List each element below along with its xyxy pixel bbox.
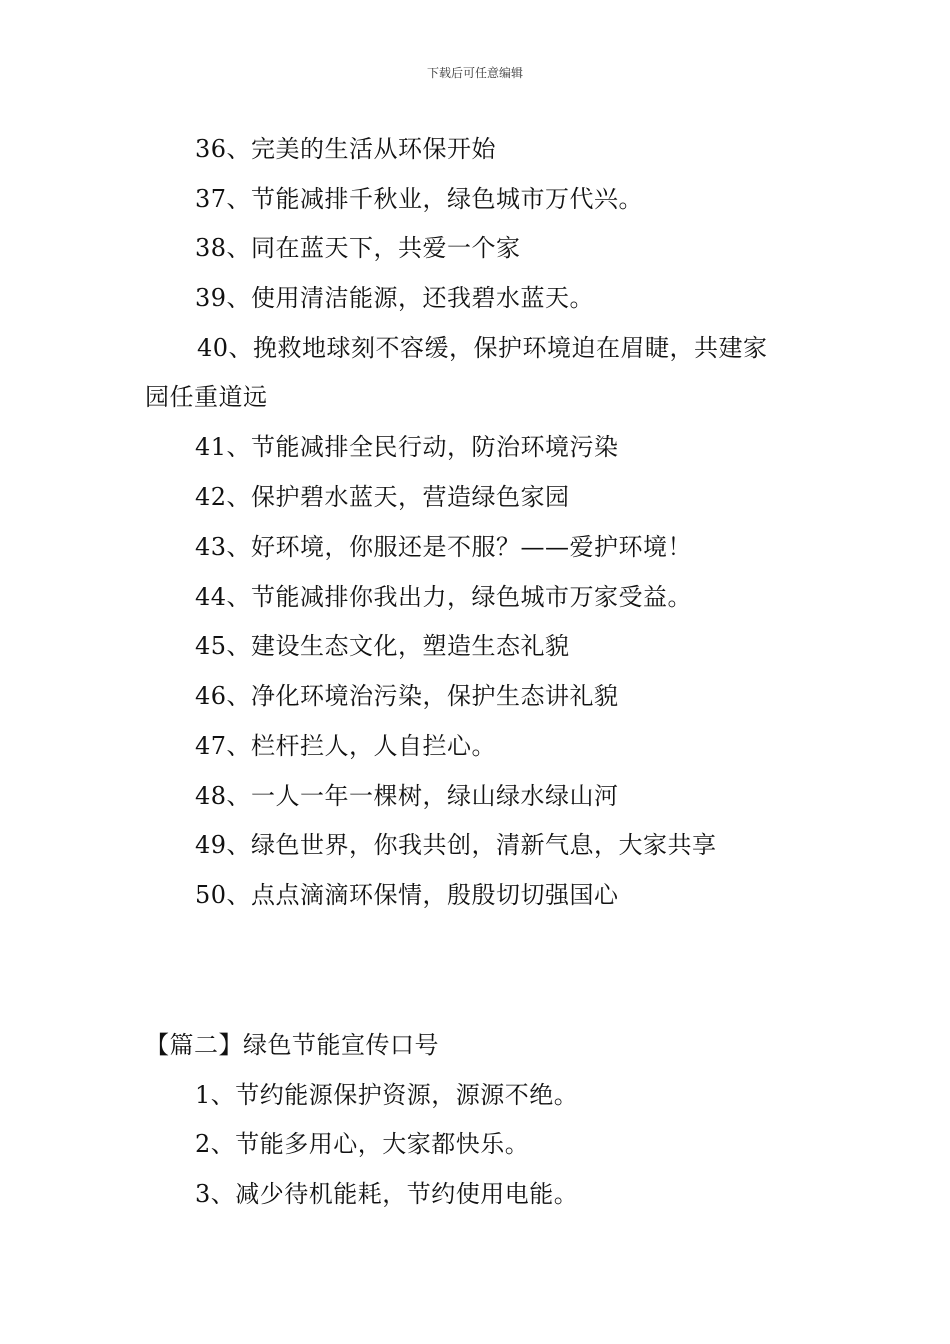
slogan-38: 38、同在蓝天下，共爱一个家 xyxy=(195,234,521,262)
slogan-47: 47、栏杆拦人，人自拦心。 xyxy=(195,732,497,760)
slogan-46: 46、净化环境治污染，保护生态讲礼貌 xyxy=(195,682,619,710)
page-header: 下载后可任意编辑 xyxy=(426,66,523,80)
section2-item-2: 2、节能多用心，大家都快乐。 xyxy=(195,1130,530,1158)
slogan-39: 39、使用清洁能源，还我碧水蓝天。 xyxy=(195,284,595,312)
slogan-42: 42、保护碧水蓝天，营造绿色家园 xyxy=(195,483,570,511)
slogan-48: 48、一人一年一棵树，绿山绿水绿山河 xyxy=(195,782,619,810)
slogan-43: 43、好环境，你服还是不服？——爱护环境！ xyxy=(195,533,693,561)
slogan-40: 40、挽救地球刻不容缓，保护环境迫在眉睫，共建家 xyxy=(197,334,768,362)
slogan-40-continued: 园任重道远 xyxy=(145,383,268,411)
slogan-44: 44、节能减排你我出力，绿色城市万家受益。 xyxy=(195,583,693,611)
section-heading: 【篇二】绿色节能宣传口号 xyxy=(145,1031,439,1059)
slogan-50: 50、点点滴滴环保情，殷殷切切强国心 xyxy=(195,881,619,909)
section2-item-1: 1、节约能源保护资源，源源不绝。 xyxy=(195,1081,579,1109)
slogan-41: 41、节能减排全民行动，防治环境污染 xyxy=(195,433,619,461)
slogan-36: 36、完美的生活从环保开始 xyxy=(195,135,497,163)
slogan-49: 49、绿色世界，你我共创，清新气息，大家共享 xyxy=(195,831,717,859)
slogan-37: 37、节能减排千秋业，绿色城市万代兴。 xyxy=(195,185,644,213)
slogan-45: 45、建设生态文化，塑造生态礼貌 xyxy=(195,632,570,660)
section2-item-3: 3、减少待机能耗，节约使用电能。 xyxy=(195,1180,579,1208)
